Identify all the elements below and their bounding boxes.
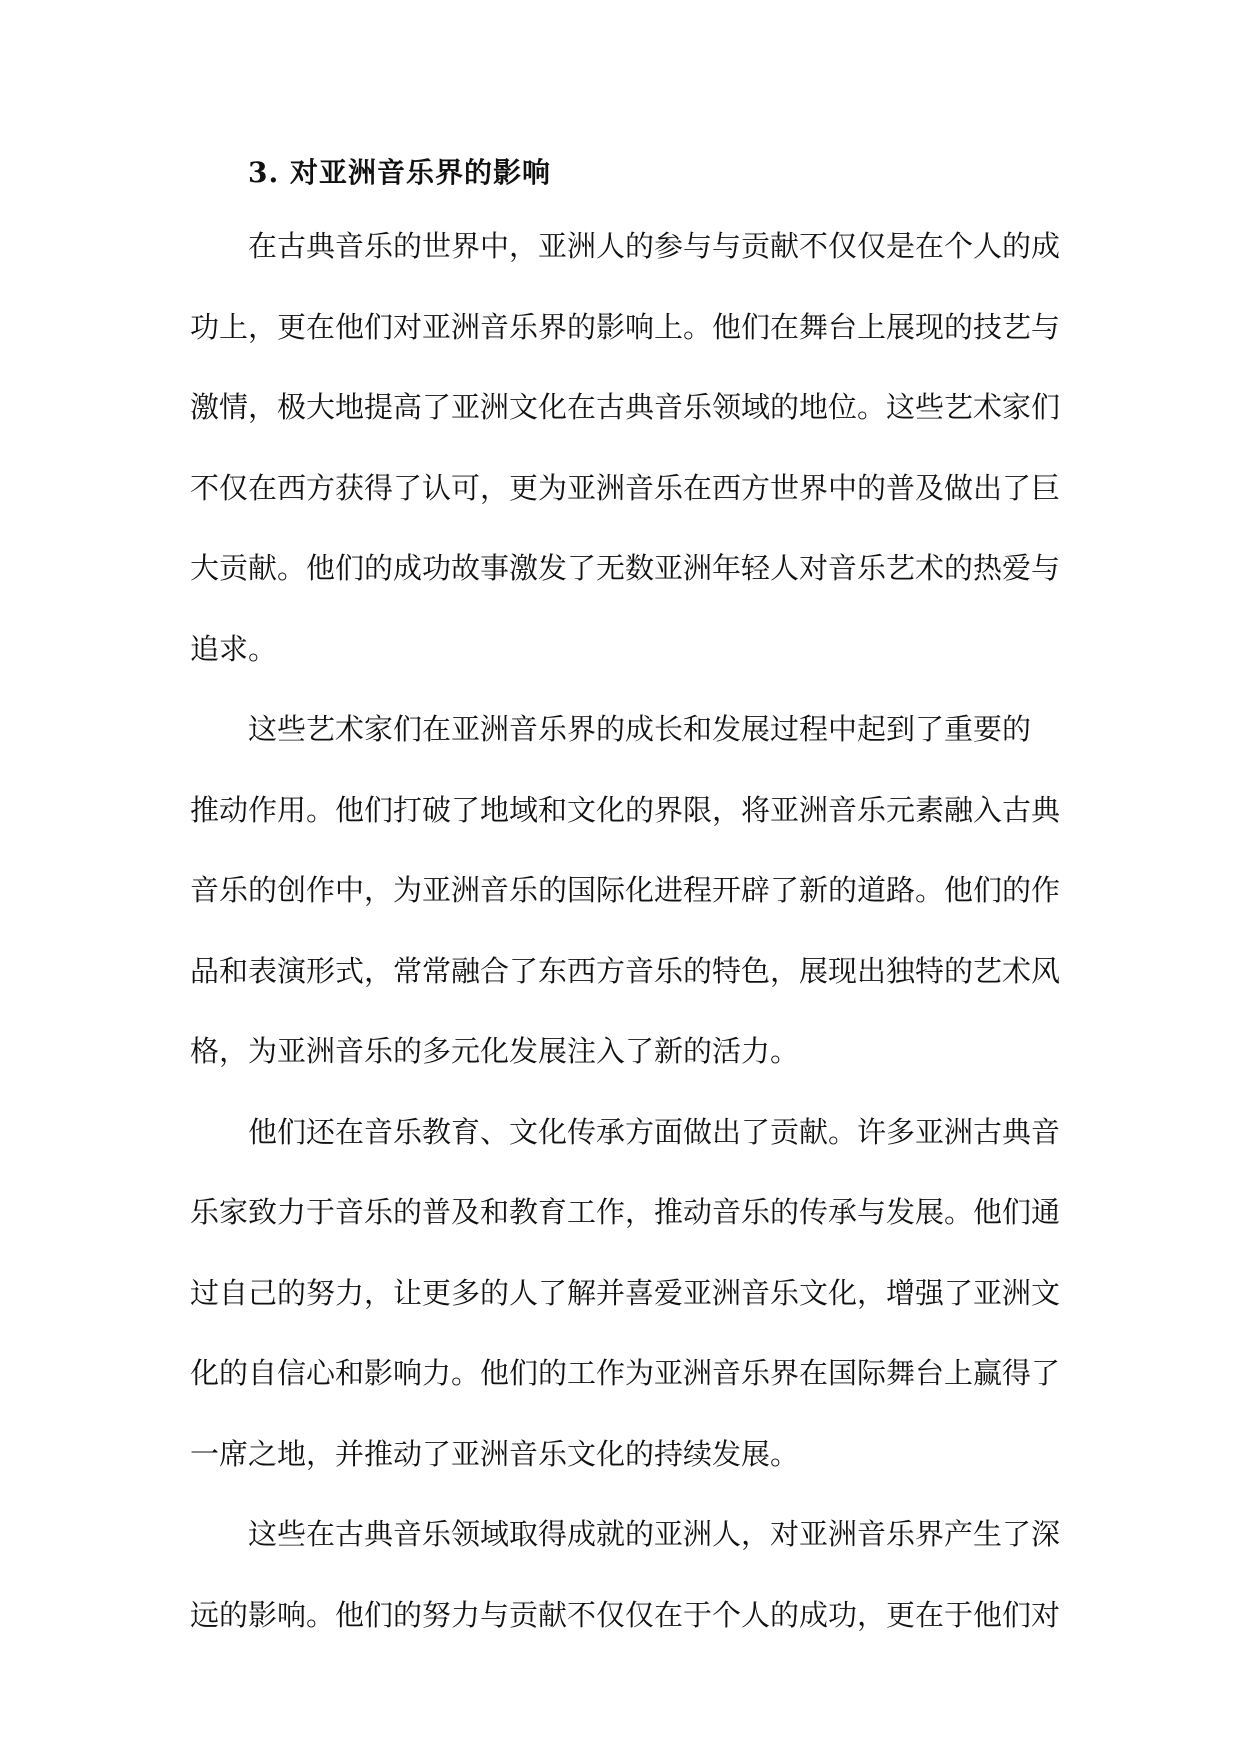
paragraph-2: [190, 689, 1061, 1092]
section-heading: 3. 对亚洲音乐界的影响: [248, 156, 551, 189]
text-line: 乐家致力于音乐的普及和教育工作，推动音乐的传承与发展。他们通: [190, 1195, 1061, 1229]
text-line: 推动作用。他们打破了地域和文化的界限，将亚洲音乐元素融入古典: [190, 792, 1061, 827]
text-line: 格，为亚洲音乐的多元化发展注入了新的活力。: [190, 1034, 800, 1068]
text-line: 化的自信心和影响力。他们的工作为亚洲音乐界在国际舞台上赢得了: [190, 1356, 1061, 1390]
text-line: 功上，更在他们对亚洲音乐界的影响上。他们在舞台上展现的技艺与: [190, 309, 1061, 344]
text-line: 追求。: [190, 631, 278, 666]
text-line: 激情，极大地提高了亚洲文化在古典音乐领域的地位。这些艺术家们: [190, 390, 1061, 424]
document-content: [190, 140, 1061, 1655]
text-line: 不仅在西方获得了认可，更为亚洲音乐在西方世界中的普及做出了巨: [190, 470, 1061, 505]
paragraph-4: [190, 1494, 1061, 1655]
text-line: 音乐的创作中，为亚洲音乐的国际化进程开辟了新的道路。他们的作: [190, 873, 1061, 907]
text-line: 这些在古典音乐领域取得成就的亚洲人，对亚洲音乐界产生了深: [248, 1517, 1061, 1551]
text-line: 过自己的努力，让更多的人了解并喜爱亚洲音乐文化，增强了亚洲文: [190, 1275, 1061, 1310]
text-line: 大贡献。他们的成功故事激发了无数亚洲年轻人对音乐艺术的热爱与: [190, 551, 1061, 585]
text-line: 品和表演形式，常常融合了东西方音乐的特色，展现出独特的艺术风: [190, 953, 1061, 988]
text-line: 远的影响。他们的努力与贡献不仅仅在于个人的成功，更在于他们对: [190, 1597, 1061, 1632]
text-line: 他们还在音乐教育、文化传承方面做出了贡献。许多亚洲古典音: [248, 1114, 1061, 1149]
paragraph-3: [190, 1092, 1061, 1495]
text-line: 在古典音乐的世界中，亚洲人的参与与贡献不仅仅是在个人的成: [248, 229, 1061, 263]
paragraph-1: [190, 206, 1061, 689]
text-line: 一席之地，并推动了亚洲音乐文化的持续发展。: [190, 1436, 800, 1471]
text-line: 这些艺术家们在亚洲音乐界的成长和发展过程中起到了重要的: [248, 712, 1032, 746]
